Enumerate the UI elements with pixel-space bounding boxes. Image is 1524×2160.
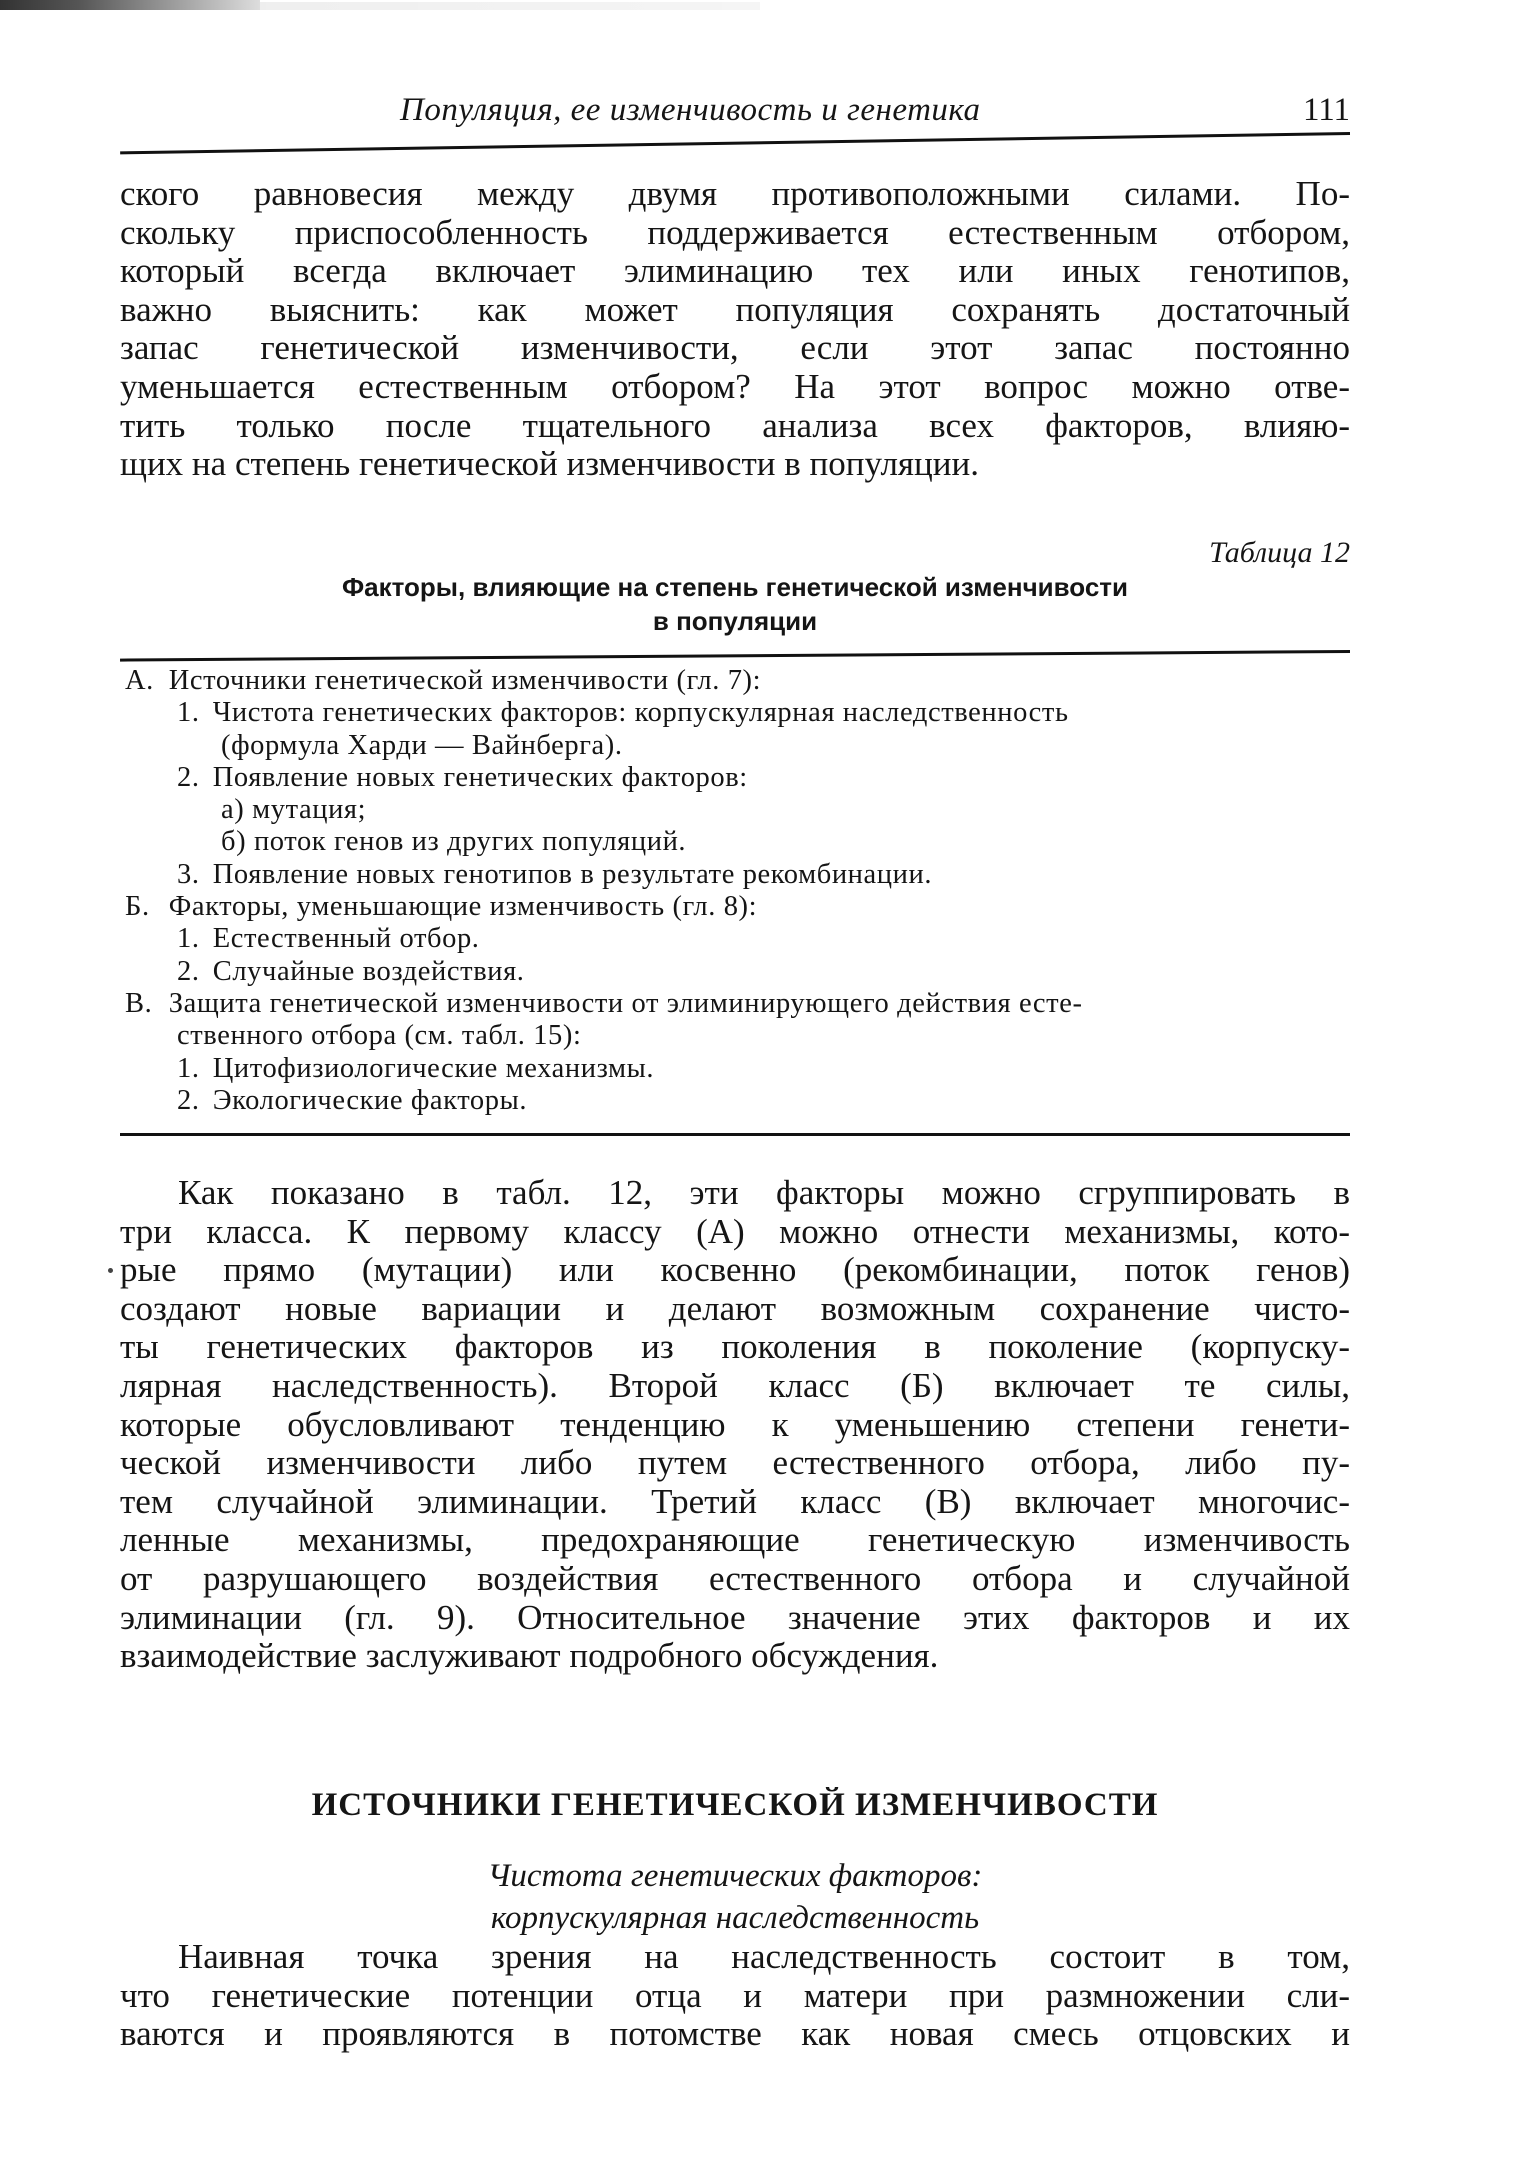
text-line: уменьшается естественным отбором? На этот вопрос можно отве- [120, 366, 1350, 406]
table-row [125, 956, 1350, 988]
table-row [125, 1053, 1350, 1085]
row-marker: Б. [125, 891, 150, 923]
table-row [125, 859, 1350, 891]
text-line: от разрушающего воздействия естественного отбора и случайной [120, 1558, 1350, 1598]
table-body [125, 665, 1350, 1117]
row-text: Факторы, уменьшающие изменчивость (гл. 8): [168, 891, 758, 923]
intro-paragraph [120, 175, 1350, 484]
table-title [120, 570, 1350, 638]
table-top-rule [120, 650, 1350, 662]
text-line: Как показано в табл. 12, эти факторы можно сгруппировать в [178, 1173, 1350, 1212]
table-label: Таблица 12 [1209, 536, 1350, 569]
subsection-heading [120, 1855, 1350, 1939]
scan-speck [108, 1268, 113, 1273]
table-title-line: Факторы, влияющие на степень генетической изменчивости [341, 572, 1129, 602]
row-text: Цитофизиологические механизмы. [212, 1052, 655, 1084]
table-bottom-rule [120, 1133, 1350, 1136]
subsection-heading-line: Чистота генетических факторов: [487, 1858, 983, 1894]
text-line: запас генетической изменчивости, если этот запас постоянно [120, 328, 1350, 368]
row-text: (формула Харди — Вайнберга). [221, 729, 623, 761]
text-line: которые обусловливают тенденцию к уменьшению степени генети- [120, 1404, 1350, 1444]
text-line: лярная наследственность). Второй класс (Б) включает те силы, [120, 1365, 1350, 1405]
row-marker: 1. [177, 1052, 200, 1084]
text-line: ского равновесия между двумя противоположными силами. По- [120, 174, 1350, 213]
row-marker: а) [221, 794, 245, 826]
row-text: Источники генетической изменчивости (гл. 7): [168, 665, 762, 696]
text-line: три класса. К первому классу (А) можно отнести механизмы, кото- [120, 1211, 1350, 1251]
text-line: ваются и проявляются в потомстве как новая смесь отцовских и [120, 2014, 1350, 2054]
row-text: мутация; [252, 794, 367, 826]
row-text: ственного отбора (см. табл. 15): [177, 1020, 582, 1052]
row-marker: 2. [177, 955, 200, 987]
row-marker: 1. [177, 923, 200, 955]
row-text: Случайные воздействия. [212, 955, 525, 987]
row-marker: 1. [177, 697, 200, 729]
table-row [125, 891, 1350, 923]
text-line: создают новые вариации и делают возможным сохранение чисто- [120, 1288, 1350, 1328]
text-line: тем случайной элиминации. Третий класс (В) включает многочис- [120, 1481, 1350, 1521]
table-title-line: в популяции [652, 606, 818, 636]
row-marker: 3. [177, 858, 200, 890]
row-marker: 2. [177, 1084, 200, 1116]
table-row [125, 697, 1350, 729]
text-line: ленные механизмы, предохраняющие генетическую изменчивость [120, 1520, 1350, 1560]
text-line: ты генетических факторов из поколения в поколение (корпуску- [120, 1327, 1350, 1367]
text-line: что генетические потенции отца и матери при размножении сли- [120, 1975, 1350, 2015]
text-line: который всегда включает элиминацию тех или иных генотипов, [120, 251, 1350, 291]
table-row [125, 988, 1350, 1020]
row-text: Естественный отбор. [212, 923, 480, 955]
text-line: щих на степень генетической изменчивости в популяции. [120, 444, 979, 484]
page-number: 111 [1302, 92, 1350, 128]
table-row [125, 794, 1350, 826]
text-line: взаимодействие заслуживают подробного обсуждения. [120, 1636, 939, 1676]
scan-edge-mark [0, 0, 260, 10]
table-row [125, 762, 1350, 794]
row-text: Экологические факторы. [212, 1084, 528, 1116]
section-heading: ИСТОЧНИКИ ГЕНЕТИЧЕСКОЙ ИЗМЕНЧИВОСТИ [311, 1787, 1159, 1823]
table-row [125, 826, 1350, 858]
text-line: элиминации (гл. 9). Относительное значение этих факторов и их [120, 1597, 1350, 1637]
table-row [125, 665, 1350, 697]
text-line: Наивная точка зрения на наследственность состоит в том, [178, 1937, 1350, 1976]
text-line: тить только после тщательного анализа всех факторов, влияю- [120, 405, 1350, 445]
text-line: ческой изменчивости либо путем естественного отбора, либо пу- [120, 1443, 1350, 1483]
row-text: Появление новых генетических факторов: [212, 761, 748, 793]
text-line: важно выяснить: как может популяция сохранять достаточный [120, 289, 1350, 329]
row-marker: б) [221, 826, 247, 858]
row-text: Чистота генетических факторов: корпускулярная наследственность [212, 697, 1069, 729]
table-row [125, 923, 1350, 955]
row-text: поток генов из других популяций. [253, 826, 687, 858]
running-head [120, 92, 1350, 136]
final-paragraph [120, 1938, 1350, 2054]
table-row [125, 1085, 1350, 1117]
text-line: рые прямо (мутации) или косвенно (рекомбинации, поток генов) [120, 1250, 1350, 1290]
row-marker: А. [125, 665, 154, 696]
row-marker: 2. [177, 761, 200, 793]
table-row [125, 730, 1350, 762]
table-row [125, 1020, 1350, 1052]
row-text: Появление новых генотипов в результате рекомбинации. [212, 858, 933, 890]
row-marker: В. [125, 987, 153, 1019]
discussion-paragraph [120, 1174, 1350, 1676]
row-text: Защита генетической изменчивости от элиминирующего действия есте- [168, 987, 1083, 1019]
running-head-title: Популяция, ее изменчивость и генетика [400, 92, 981, 128]
text-line: скольку приспособленность поддерживается естественным отбором, [120, 212, 1350, 252]
subsection-heading-line: корпускулярная наследственность [490, 1900, 980, 1936]
